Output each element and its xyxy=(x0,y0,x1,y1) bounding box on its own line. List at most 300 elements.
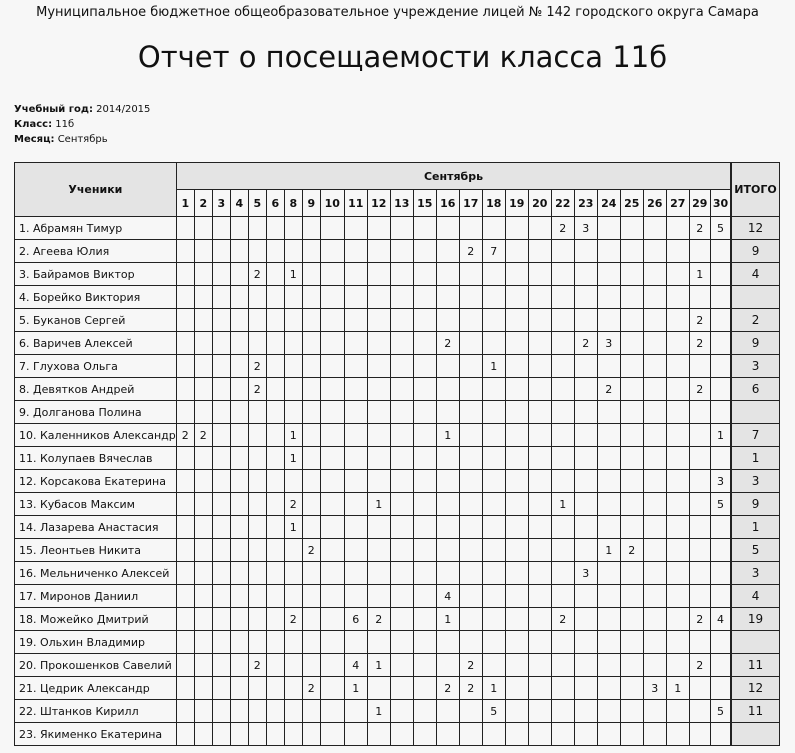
student-name: 3. Байрамов Виктор xyxy=(15,263,177,286)
absence-cell xyxy=(620,493,643,516)
absence-cell xyxy=(390,608,413,631)
total-cell: 6 xyxy=(731,378,779,401)
absence-cell xyxy=(176,240,194,263)
absence-cell xyxy=(459,447,482,470)
absence-cell xyxy=(528,217,551,240)
absence-cell xyxy=(248,493,266,516)
total-cell xyxy=(731,631,779,654)
absence-cell xyxy=(230,332,248,355)
table-row xyxy=(15,562,780,585)
absence-cell xyxy=(459,286,482,309)
absence-cell xyxy=(248,700,266,723)
absence-cell xyxy=(482,401,505,424)
absence-cell xyxy=(320,470,344,493)
absence-cell xyxy=(643,378,666,401)
total-cell xyxy=(731,286,779,309)
day-header: 24 xyxy=(597,190,620,217)
absence-cell xyxy=(436,700,459,723)
absence-cell xyxy=(643,447,666,470)
absence-cell xyxy=(436,562,459,585)
absence-cell xyxy=(689,447,710,470)
meta-month xyxy=(14,134,108,145)
absence-cell xyxy=(230,424,248,447)
total-cell: 1 xyxy=(731,447,779,470)
absence-cell xyxy=(302,401,320,424)
absence-cell xyxy=(194,539,212,562)
absence-cell xyxy=(413,516,436,539)
absence-cell xyxy=(436,355,459,378)
absence-cell xyxy=(620,654,643,677)
day-header: 15 xyxy=(413,190,436,217)
absence-cell xyxy=(176,700,194,723)
absence-cell xyxy=(176,378,194,401)
student-name: 11. Колупаев Вячеслав xyxy=(15,447,177,470)
table-row xyxy=(15,378,780,401)
absence-cell xyxy=(413,631,436,654)
absence-cell xyxy=(459,608,482,631)
absence-cell xyxy=(666,562,689,585)
absence-cell: 2 xyxy=(176,424,194,447)
absence-cell xyxy=(390,654,413,677)
absence-cell xyxy=(320,723,344,746)
absence-cell xyxy=(666,493,689,516)
absence-cell xyxy=(320,401,344,424)
absence-cell xyxy=(459,539,482,562)
absence-cell xyxy=(390,539,413,562)
absence-cell xyxy=(390,723,413,746)
absence-cell xyxy=(505,631,528,654)
absence-cell xyxy=(597,516,620,539)
absence-cell xyxy=(176,539,194,562)
absence-cell xyxy=(212,585,230,608)
absence-cell xyxy=(230,401,248,424)
absence-cell xyxy=(212,493,230,516)
absence-cell xyxy=(643,470,666,493)
absence-cell xyxy=(413,562,436,585)
absence-cell xyxy=(459,631,482,654)
absence-cell xyxy=(620,700,643,723)
absence-cell xyxy=(505,447,528,470)
absence-cell xyxy=(302,516,320,539)
absence-cell: 2 xyxy=(302,539,320,562)
absence-cell xyxy=(459,355,482,378)
absence-cell xyxy=(302,470,320,493)
absence-cell xyxy=(528,309,551,332)
absence-cell xyxy=(230,516,248,539)
absence-cell xyxy=(620,677,643,700)
table-row xyxy=(15,401,780,424)
absence-cell xyxy=(597,677,620,700)
meta-month-value: Сентябрь xyxy=(57,134,108,145)
absence-cell xyxy=(176,263,194,286)
meta-class xyxy=(14,119,74,130)
absence-cell xyxy=(266,401,284,424)
absence-cell xyxy=(176,608,194,631)
absence-cell xyxy=(413,332,436,355)
absence-cell xyxy=(528,447,551,470)
absence-cell xyxy=(230,470,248,493)
absence-cell xyxy=(505,240,528,263)
absence-cell: 1 xyxy=(367,493,390,516)
absence-cell xyxy=(230,677,248,700)
absence-cell: 4 xyxy=(710,608,731,631)
absence-cell xyxy=(284,700,302,723)
absence-cell xyxy=(459,493,482,516)
absence-cell xyxy=(320,562,344,585)
total-cell: 11 xyxy=(731,654,779,677)
absence-cell xyxy=(320,447,344,470)
absence-cell xyxy=(710,654,731,677)
absence-cell: 2 xyxy=(284,608,302,631)
day-header: 5 xyxy=(248,190,266,217)
absence-cell xyxy=(302,447,320,470)
absence-cell xyxy=(551,240,574,263)
absence-cell xyxy=(643,263,666,286)
absence-cell xyxy=(528,378,551,401)
absence-cell xyxy=(367,309,390,332)
absence-cell xyxy=(413,539,436,562)
absence-cell xyxy=(367,332,390,355)
absence-cell xyxy=(528,401,551,424)
absence-cell xyxy=(666,608,689,631)
absence-cell: 1 xyxy=(482,677,505,700)
meta-class-label: Класс: xyxy=(14,119,53,130)
month-header: Сентябрь xyxy=(176,163,731,190)
absence-cell xyxy=(597,654,620,677)
absence-cell xyxy=(710,378,731,401)
absence-cell xyxy=(551,631,574,654)
absence-cell xyxy=(528,585,551,608)
total-cell: 9 xyxy=(731,493,779,516)
absence-cell xyxy=(284,217,302,240)
absence-cell xyxy=(344,493,367,516)
absence-cell xyxy=(643,240,666,263)
absence-cell xyxy=(212,332,230,355)
absence-cell: 3 xyxy=(597,332,620,355)
absence-cell xyxy=(528,470,551,493)
absence-cell xyxy=(574,401,597,424)
absence-cell xyxy=(194,654,212,677)
absence-cell xyxy=(505,493,528,516)
total-cell: 2 xyxy=(731,309,779,332)
absence-cell xyxy=(574,654,597,677)
absence-cell xyxy=(212,608,230,631)
absence-cell xyxy=(643,654,666,677)
student-name: 17. Миронов Даниил xyxy=(15,585,177,608)
absence-cell: 2 xyxy=(284,493,302,516)
absence-cell xyxy=(390,447,413,470)
meta-month-label: Месяц: xyxy=(14,134,55,145)
absence-cell xyxy=(710,240,731,263)
absence-cell xyxy=(413,240,436,263)
total-cell xyxy=(731,723,779,746)
absence-cell xyxy=(194,355,212,378)
absence-cell xyxy=(482,470,505,493)
student-name: 19. Ольхин Владимир xyxy=(15,631,177,654)
absence-cell xyxy=(176,654,194,677)
absence-cell xyxy=(528,493,551,516)
absence-cell xyxy=(344,447,367,470)
absence-cell: 2 xyxy=(551,217,574,240)
absence-cell xyxy=(551,470,574,493)
absence-cell: 2 xyxy=(551,608,574,631)
absence-cell xyxy=(505,401,528,424)
absence-cell xyxy=(666,516,689,539)
absence-cell xyxy=(367,631,390,654)
absence-cell xyxy=(666,309,689,332)
absence-cell xyxy=(551,539,574,562)
absence-cell xyxy=(344,378,367,401)
table-row xyxy=(15,240,780,263)
absence-cell xyxy=(436,539,459,562)
absence-cell xyxy=(266,286,284,309)
absence-cell xyxy=(666,631,689,654)
absence-cell: 2 xyxy=(302,677,320,700)
absence-cell: 2 xyxy=(248,355,266,378)
absence-cell xyxy=(367,677,390,700)
absence-cell xyxy=(194,700,212,723)
absence-cell xyxy=(597,608,620,631)
total-cell: 3 xyxy=(731,470,779,493)
absence-cell xyxy=(212,355,230,378)
absence-cell xyxy=(367,355,390,378)
absence-cell xyxy=(367,539,390,562)
absence-cell xyxy=(597,263,620,286)
absence-cell xyxy=(320,378,344,401)
absence-cell xyxy=(528,608,551,631)
absence-cell xyxy=(266,470,284,493)
student-name: 18. Можейко Дмитрий xyxy=(15,608,177,631)
absence-cell xyxy=(344,631,367,654)
absence-cell xyxy=(528,355,551,378)
absence-cell xyxy=(344,240,367,263)
absence-cell xyxy=(528,424,551,447)
absence-cell xyxy=(666,240,689,263)
absence-cell xyxy=(212,401,230,424)
absence-cell xyxy=(620,585,643,608)
absence-cell xyxy=(574,309,597,332)
absence-cell xyxy=(436,286,459,309)
absence-cell xyxy=(643,332,666,355)
absence-cell xyxy=(266,263,284,286)
absence-cell xyxy=(666,378,689,401)
absence-cell xyxy=(176,355,194,378)
absence-cell xyxy=(230,240,248,263)
absence-cell xyxy=(320,424,344,447)
absence-cell xyxy=(230,263,248,286)
absence-cell xyxy=(194,608,212,631)
absence-cell xyxy=(302,286,320,309)
absence-cell xyxy=(390,585,413,608)
absence-cell xyxy=(710,562,731,585)
absence-cell xyxy=(459,332,482,355)
absence-cell xyxy=(320,217,344,240)
absence-cell xyxy=(176,217,194,240)
day-header: 11 xyxy=(344,190,367,217)
absence-cell xyxy=(176,332,194,355)
day-header: 29 xyxy=(689,190,710,217)
day-header: 10 xyxy=(320,190,344,217)
absence-cell xyxy=(597,493,620,516)
absence-cell xyxy=(505,700,528,723)
absence-cell xyxy=(302,240,320,263)
absence-cell xyxy=(620,562,643,585)
day-header: 27 xyxy=(666,190,689,217)
absence-cell xyxy=(344,401,367,424)
absence-cell xyxy=(643,355,666,378)
absence-cell xyxy=(390,332,413,355)
absence-cell xyxy=(528,631,551,654)
absence-cell xyxy=(620,447,643,470)
day-header: 18 xyxy=(482,190,505,217)
absence-cell xyxy=(482,447,505,470)
absence-cell xyxy=(597,286,620,309)
absence-cell xyxy=(320,677,344,700)
total-cell: 4 xyxy=(731,585,779,608)
absence-cell xyxy=(643,286,666,309)
absence-cell xyxy=(574,539,597,562)
absence-cell xyxy=(230,585,248,608)
absence-cell xyxy=(413,654,436,677)
absence-cell xyxy=(689,562,710,585)
absence-cell xyxy=(413,700,436,723)
absence-cell xyxy=(436,447,459,470)
absence-cell xyxy=(390,493,413,516)
absence-cell: 1 xyxy=(436,608,459,631)
absence-cell: 2 xyxy=(436,332,459,355)
day-header: 1 xyxy=(176,190,194,217)
absence-cell xyxy=(505,723,528,746)
absence-cell xyxy=(436,309,459,332)
absence-cell xyxy=(413,286,436,309)
total-header: ИТОГО xyxy=(731,163,779,217)
student-name: 13. Кубасов Максим xyxy=(15,493,177,516)
absence-cell xyxy=(390,700,413,723)
table-row xyxy=(15,654,780,677)
absence-cell: 2 xyxy=(689,654,710,677)
student-name: 8. Девятков Андрей xyxy=(15,378,177,401)
absence-cell xyxy=(620,378,643,401)
absence-cell: 2 xyxy=(689,378,710,401)
day-header: 20 xyxy=(528,190,551,217)
absence-cell xyxy=(176,677,194,700)
absence-cell xyxy=(666,355,689,378)
absence-cell xyxy=(413,309,436,332)
day-header: 17 xyxy=(459,190,482,217)
absence-cell xyxy=(413,677,436,700)
absence-cell xyxy=(413,493,436,516)
absence-cell: 2 xyxy=(248,654,266,677)
meta-year-value: 2014/2015 xyxy=(96,104,151,115)
absence-cell xyxy=(551,424,574,447)
table-row xyxy=(15,263,780,286)
absence-cell xyxy=(482,332,505,355)
absence-cell xyxy=(620,240,643,263)
absence-cell xyxy=(212,539,230,562)
absence-cell xyxy=(194,217,212,240)
absence-cell xyxy=(528,263,551,286)
student-name: 7. Глухова Ольга xyxy=(15,355,177,378)
absence-cell: 3 xyxy=(643,677,666,700)
absence-cell xyxy=(482,539,505,562)
absence-cell xyxy=(390,378,413,401)
table-row xyxy=(15,539,780,562)
absence-cell xyxy=(248,516,266,539)
day-header: 2 xyxy=(194,190,212,217)
absence-cell xyxy=(248,539,266,562)
absence-cell: 1 xyxy=(284,263,302,286)
absence-cell: 5 xyxy=(482,700,505,723)
table-row xyxy=(15,332,780,355)
absence-cell xyxy=(390,263,413,286)
absence-cell: 5 xyxy=(710,493,731,516)
absence-cell xyxy=(459,263,482,286)
day-header: 4 xyxy=(230,190,248,217)
absence-cell xyxy=(266,677,284,700)
total-cell: 9 xyxy=(731,240,779,263)
absence-cell xyxy=(436,401,459,424)
absence-cell: 1 xyxy=(284,447,302,470)
absence-cell xyxy=(597,355,620,378)
absence-cell xyxy=(302,217,320,240)
absence-cell xyxy=(194,631,212,654)
absence-cell xyxy=(266,240,284,263)
absence-cell xyxy=(666,723,689,746)
absence-cell xyxy=(597,447,620,470)
student-name: 1. Абрамян Тимур xyxy=(15,217,177,240)
absence-cell xyxy=(551,332,574,355)
absence-cell xyxy=(284,562,302,585)
absence-cell xyxy=(574,378,597,401)
day-header: 9 xyxy=(302,190,320,217)
absence-cell xyxy=(266,493,284,516)
absence-cell xyxy=(436,723,459,746)
absence-cell xyxy=(620,516,643,539)
absence-cell xyxy=(302,654,320,677)
absence-cell xyxy=(597,240,620,263)
absence-cell xyxy=(230,608,248,631)
absence-cell xyxy=(344,723,367,746)
absence-cell xyxy=(528,654,551,677)
absence-cell xyxy=(551,286,574,309)
absence-cell xyxy=(528,332,551,355)
absence-cell xyxy=(620,723,643,746)
absence-cell xyxy=(284,332,302,355)
table-row xyxy=(15,585,780,608)
absence-cell xyxy=(482,585,505,608)
absence-cell xyxy=(344,263,367,286)
absence-cell xyxy=(597,424,620,447)
absence-cell xyxy=(212,378,230,401)
absence-cell xyxy=(367,240,390,263)
absence-cell xyxy=(482,631,505,654)
absence-cell xyxy=(643,608,666,631)
absence-cell xyxy=(413,447,436,470)
absence-cell xyxy=(620,309,643,332)
absence-cell: 2 xyxy=(459,677,482,700)
absence-cell xyxy=(620,470,643,493)
absence-cell xyxy=(528,539,551,562)
absence-cell xyxy=(284,355,302,378)
absence-cell xyxy=(212,562,230,585)
absence-cell xyxy=(505,424,528,447)
absence-cell xyxy=(436,516,459,539)
absence-cell: 2 xyxy=(194,424,212,447)
absence-cell: 1 xyxy=(666,677,689,700)
absence-cell xyxy=(248,677,266,700)
absence-cell xyxy=(666,585,689,608)
absence-cell xyxy=(230,562,248,585)
